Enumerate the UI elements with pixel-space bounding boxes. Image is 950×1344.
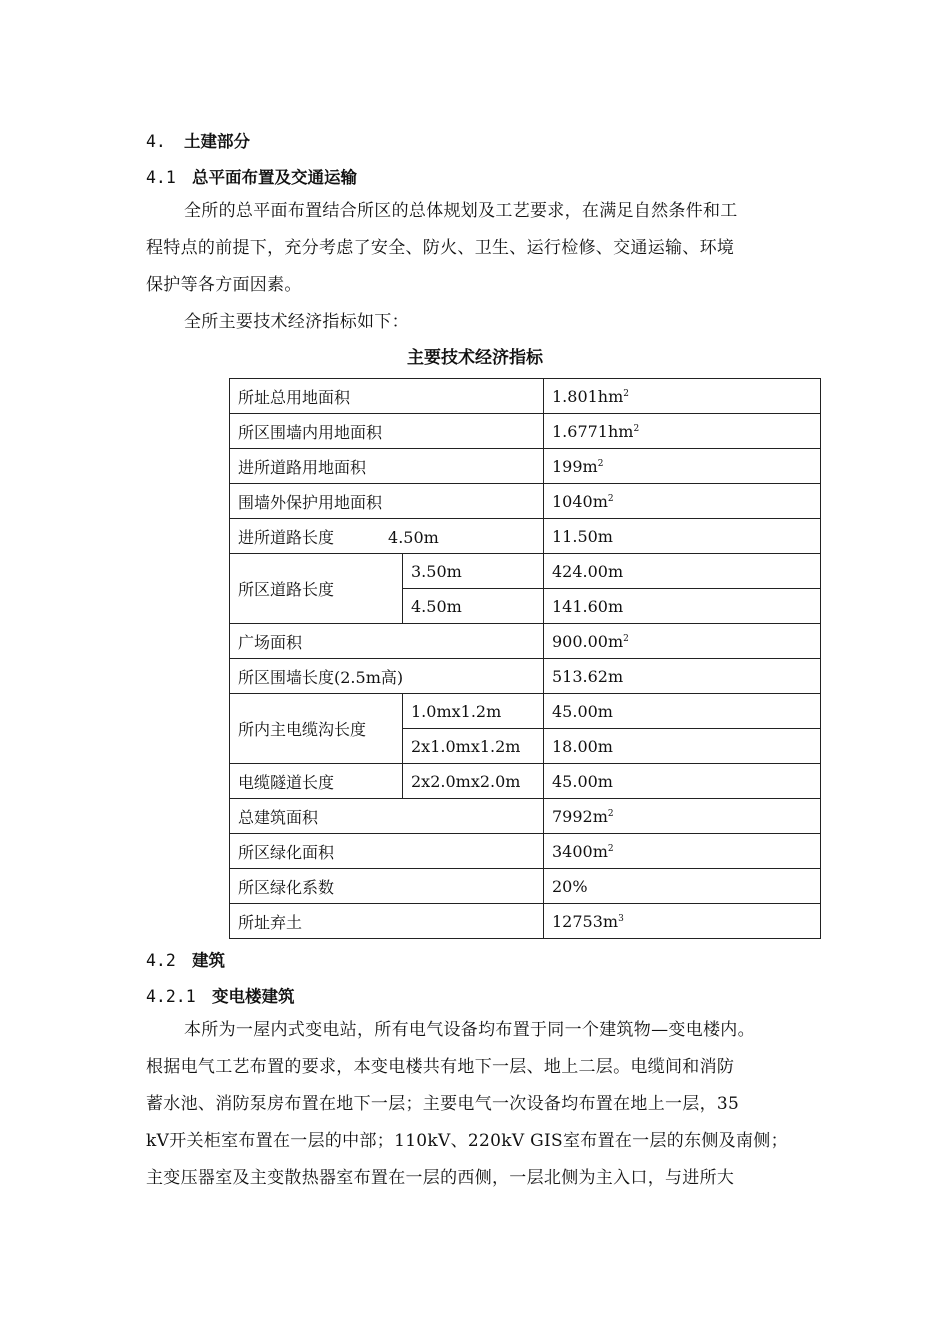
table-cell-value: 45.00m xyxy=(544,764,821,799)
road-width: 4.50m xyxy=(388,527,439,547)
table-row xyxy=(230,799,821,834)
paragraph-line: 全所的总平面布置结合所区的总体规划及工艺要求，在满足自然条件和工 xyxy=(184,201,738,221)
table-cell-value: 513.62m xyxy=(544,659,821,694)
table-cell-value: $1.6771hm^2$ xyxy=(544,414,821,449)
table-row xyxy=(230,414,821,449)
table-cell-value: 141.60m xyxy=(544,589,821,624)
table-cell-label: 所址总用地面积 xyxy=(230,379,544,414)
paragraph-line: 程特点的前提下，充分考虑了安全、防火、卫生、运行检修、交通运输、环境 xyxy=(146,238,735,258)
table-row xyxy=(230,764,821,799)
section-number: 4.2 xyxy=(146,951,176,970)
table-cell-label: 总建筑面积 xyxy=(230,799,544,834)
table-cell-label: 围墙外保护用地面积 xyxy=(230,484,544,519)
section-4-heading xyxy=(146,128,250,152)
table-row xyxy=(230,834,821,869)
indicators-table xyxy=(229,378,821,939)
paragraph-indicators-intro: 全所主要技术经济指标如下： xyxy=(184,312,409,332)
section-number: 4. xyxy=(146,132,166,151)
table-cell-label: 所区道路长度 xyxy=(230,554,403,624)
table-cell-value: 11.50m xyxy=(544,519,821,554)
table-cell-value: $199m^2$ xyxy=(544,449,821,484)
table-cell-value: $1040m^2$ xyxy=(544,484,821,519)
table-cell-value: $12753m^3$ xyxy=(544,904,821,939)
table-cell-value: 45.00m xyxy=(544,694,821,729)
table-cell-label: 所区绿化面积 xyxy=(230,834,544,869)
table-row xyxy=(230,484,821,519)
paragraph-line: 主变压器室及主变散热器室布置在一层的西侧，一层北侧为主入口，与进所大 xyxy=(146,1168,735,1188)
table-cell-value: 20% xyxy=(544,869,821,904)
paragraph-building xyxy=(146,1012,826,1197)
table-row xyxy=(230,449,821,484)
table-cell-label: 电缆隧道长度 xyxy=(230,764,403,799)
paragraph-line: 蓄水池、消防泵房布置在地下一层；主要电气一次设备均布置在地上一层，35 xyxy=(146,1094,740,1114)
paragraph-line: 保护等各方面因素。 xyxy=(146,275,302,295)
table-cell-label: 进所道路长度 4.50m xyxy=(230,519,544,554)
table-row xyxy=(230,624,821,659)
table-cell-value: $7992m^2$ xyxy=(544,799,821,834)
table-cell-spec: 2x2.0mx2.0m xyxy=(403,764,544,799)
table-row xyxy=(230,904,821,939)
section-4-2-1-heading xyxy=(146,983,295,1007)
table-cell-value: $900.00m^2$ xyxy=(544,624,821,659)
section-number: 4.2.1 xyxy=(146,987,196,1006)
paragraph-line: 根据电气工艺布置的要求，本变电楼共有地下一层、地上二层。电缆间和消防 xyxy=(146,1057,735,1077)
section-title: 土建部分 xyxy=(184,132,250,151)
table-cell-value: $1.801hm^2$ xyxy=(544,379,821,414)
table-cell-label: 所址弃土 xyxy=(230,904,544,939)
table-cell-label: 广场面积 xyxy=(230,624,544,659)
section-number: 4.1 xyxy=(146,168,176,187)
table-row xyxy=(230,554,821,589)
section-title: 总平面布置及交通运输 xyxy=(192,168,357,187)
table-row xyxy=(230,379,821,414)
paragraph-layout-intro xyxy=(146,193,826,304)
table-cell-spec: 1.0mx1.2m xyxy=(403,694,544,729)
paragraph-line: kV开关柜室布置在一层的中部；110kV、220kV GIS室布置在一层的东侧及南侧； xyxy=(146,1131,788,1151)
table-cell-spec: 4.50m xyxy=(403,589,544,624)
table-row xyxy=(230,694,821,729)
section-4-1-heading xyxy=(146,164,357,188)
table-cell-value: $3400m^2$ xyxy=(544,834,821,869)
table-row xyxy=(230,519,821,554)
table-cell-spec: 3.50m xyxy=(403,554,544,589)
table-cell-label: 所内主电缆沟长度 xyxy=(230,694,403,764)
table-cell-label: 所区绿化系数 xyxy=(230,869,544,904)
table-caption: 主要技术经济指标 xyxy=(407,348,543,368)
table-cell-label: 所区围墙内用地面积 xyxy=(230,414,544,449)
table-cell-value: 424.00m xyxy=(544,554,821,589)
section-4-2-heading xyxy=(146,947,225,971)
table-cell-label: 进所道路用地面积 xyxy=(230,449,544,484)
table-cell-value: 18.00m xyxy=(544,729,821,764)
section-title: 建筑 xyxy=(192,951,225,970)
table-row xyxy=(230,869,821,904)
paragraph-line: 本所为一屋内式变电站，所有电气设备均布置于同一个建筑物—变电楼内。 xyxy=(184,1020,755,1040)
table-cell-label: 所区围墙长度(2.5m高) xyxy=(230,659,544,694)
table-row xyxy=(230,659,821,694)
section-title: 变电楼建筑 xyxy=(212,987,295,1006)
table-cell-spec: 2x1.0mx1.2m xyxy=(403,729,544,764)
